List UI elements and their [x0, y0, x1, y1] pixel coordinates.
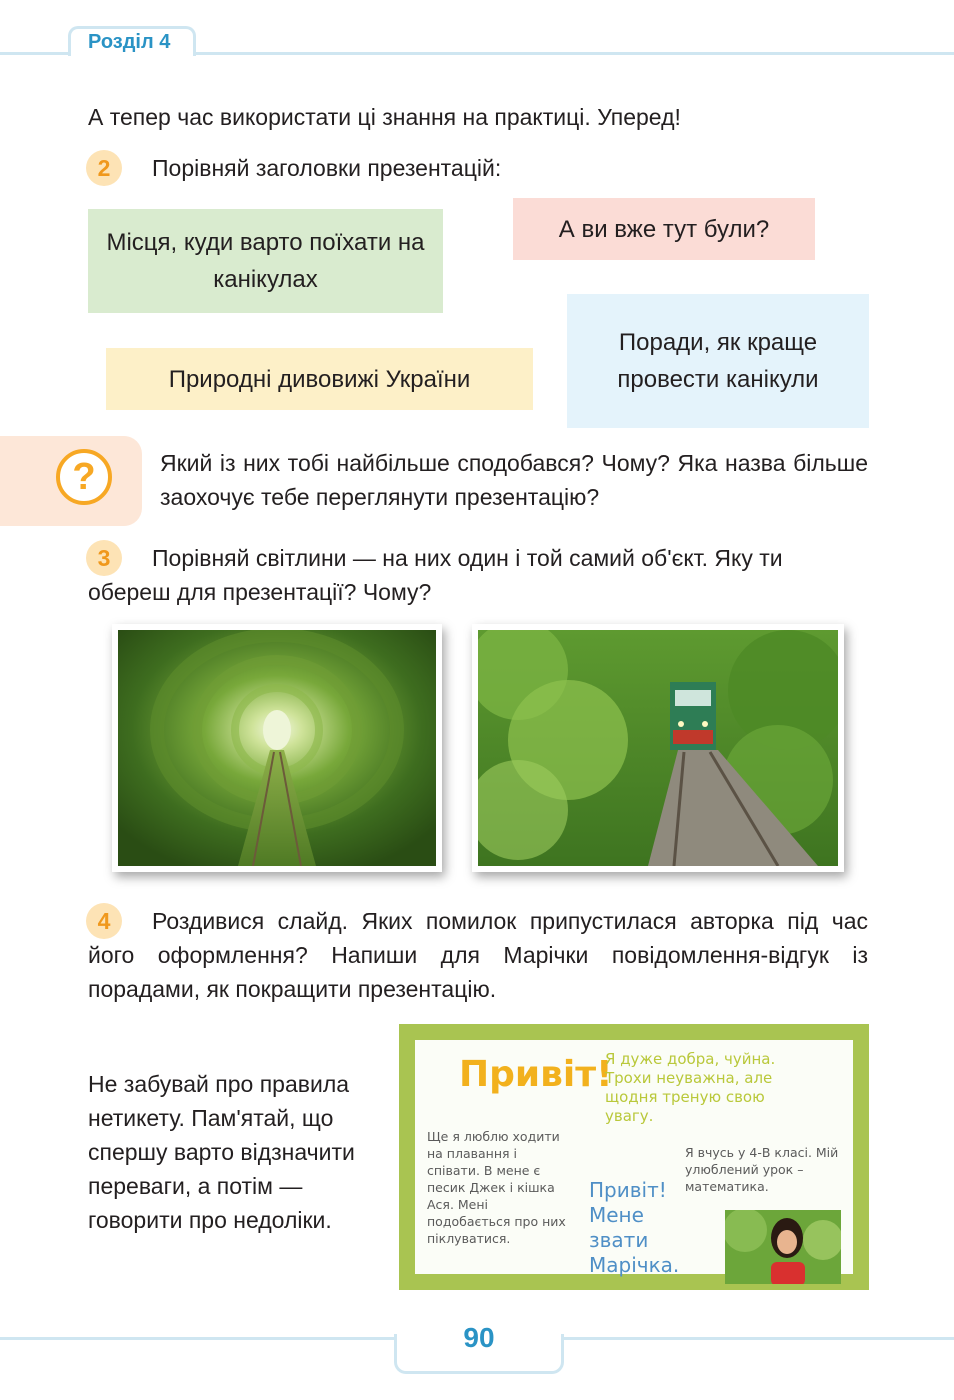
question-mark-icon: ? — [56, 449, 112, 505]
page-number: 90 — [463, 1322, 495, 1353]
slide-preview — [399, 1024, 869, 1290]
slide-hobby-text: Ще я люблю ходити на плавання і співати. В мене є песик Джек і кішка Ася. Мені подобається про них піклуватися. — [427, 1129, 566, 1246]
task2-text: Порівняй заголовки презентацій: — [152, 155, 502, 181]
netiquette-tip: Не забувай про правила нетикету. Пам'ятай, що спершу варто відзначити переваги, а потім — говорити про недоліки. — [88, 1071, 355, 1233]
task3-text: Порівняй світлини — на них один і той самий об'єкт. Яку ти обереш для презентації? Чому? — [88, 545, 783, 605]
task4-text: Роздивися слайд. Яких помилок припустилася авторка під час його оформлення? Напиши для Марічки повідомлення-відгук із порадами, як покращити презентацію. — [88, 908, 868, 1002]
photo-tunnel — [112, 624, 442, 872]
slide-intro-text: Привіт! Мене звати Марічка. — [589, 1178, 680, 1277]
task-number-badge: 3 — [86, 540, 122, 576]
intro-text: А тепер час використати ці знання на практиці. Уперед! — [88, 104, 681, 130]
slide-canvas — [415, 1040, 853, 1277]
title-option-4: Природні дивовижі України — [106, 348, 533, 410]
question-text: Який із них тобі найбільше сподобався? Чому? Яка назва більше заохочує тебе переглянути презентацію? — [160, 450, 868, 510]
photo-train — [472, 624, 844, 872]
title-option-2: А ви вже тут були? — [513, 198, 815, 260]
task-number-badge: 2 — [86, 150, 122, 186]
chapter-label: Розділ 4 — [88, 31, 171, 53]
slide-about-text: Я дуже добра, чуйна. Трохи неуважна, але щодня треную свою увагу. — [605, 1050, 776, 1125]
slide-hello-big: Привіт! — [459, 1054, 613, 1095]
slide-girl-photo — [725, 1210, 841, 1284]
title-option-3: Поради, як краще провести канікули — [567, 294, 869, 428]
title-option-1: Місця, куди варто поїхати на канікулах — [88, 209, 443, 313]
task-number-badge: 4 — [86, 903, 122, 939]
slide-school-text: Я вчусь у 4-В класі. Мій улюблений урок – математика. — [685, 1145, 839, 1194]
